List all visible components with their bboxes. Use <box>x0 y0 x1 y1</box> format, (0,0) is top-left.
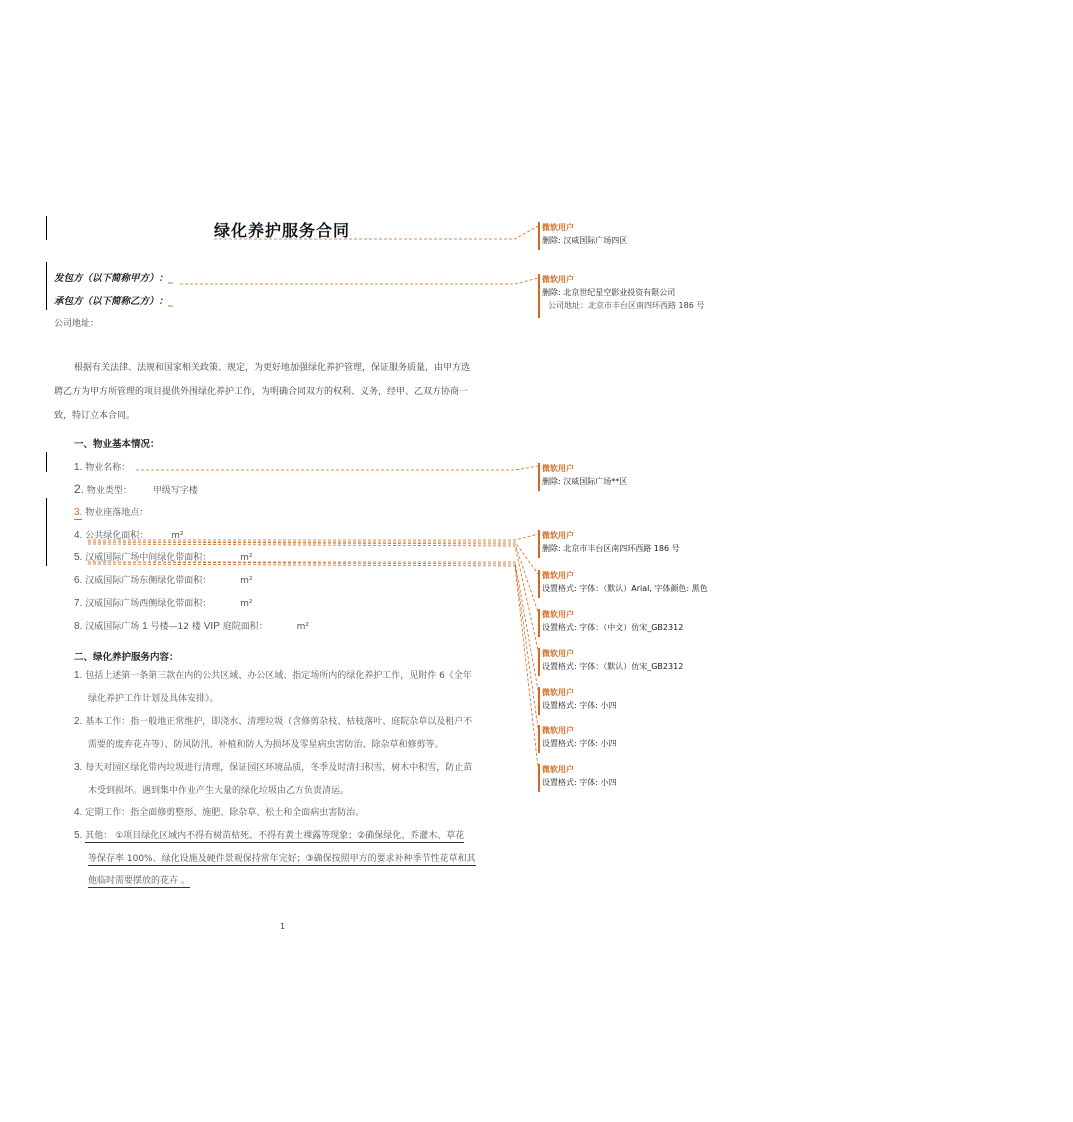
item-line: 基本工作：指一般地正常维护，即浇水、清理垃圾（含修剪杂枝、枯枝落叶、庭院杂草以及租户不 <box>85 717 473 727</box>
comment-author: 微软用户 <box>542 464 574 473</box>
item-text: 汉威国际广场东侧绿化带面积： <box>85 576 212 586</box>
comment-text: 设置格式: 字体：（默认）仿宋_GB2312 <box>542 662 684 671</box>
item-number: 3. <box>74 762 83 773</box>
preamble-line: 根据有关法律、法规和国家相关政策、规定，为更好地加强绿化养护管理，保证服务质量，由甲方选 <box>74 363 471 373</box>
comment-author: 微软用户 <box>542 275 574 284</box>
item-text: 汉威国际广场中间绿化带面积： <box>85 553 212 563</box>
comment-author: 微软用户 <box>542 765 574 774</box>
item-number: 3. <box>74 507 83 518</box>
comment-text: 设置格式: 字体: 小四 <box>542 701 617 710</box>
item-number: 7. <box>74 598 83 609</box>
item-text: 物业类型： <box>86 486 132 496</box>
comment-text: 删除: 北京世纪星空影业投资有限公司 <box>542 288 676 297</box>
comment-author: 微软用户 <box>542 726 574 735</box>
comment-balloon[interactable] <box>538 463 627 487</box>
comment-text: 删除: 汉威国际广场四区 <box>542 236 628 245</box>
service-item <box>74 757 472 802</box>
item-text: 物业名称： <box>85 463 131 473</box>
item-unit: m² <box>171 531 184 541</box>
item-text: 公共绿化面积： <box>85 531 149 541</box>
comment-balloon[interactable] <box>538 725 616 749</box>
property-item <box>74 482 198 496</box>
party-b-text: 承包方（以下简称乙方）： <box>54 296 169 307</box>
comment-balloon[interactable] <box>538 274 704 311</box>
comment-balloon[interactable] <box>538 764 616 788</box>
item-number: 8. <box>74 621 83 632</box>
party-a-label: 发包方（以下简称甲方）：_ <box>54 273 173 284</box>
comment-text: 删除: 北京市丰台区南四环西路 186 号 <box>542 544 680 553</box>
item-line: 他临时需要摆放的花卉 。 <box>88 876 190 886</box>
property-item <box>74 460 130 473</box>
comment-balloon[interactable] <box>538 222 627 246</box>
service-item <box>74 711 472 756</box>
comment-text: 设置格式: 字体：（默认）Arial, 字体颜色: 黑色 <box>542 584 708 593</box>
item-text: 号楼—12 <box>150 622 189 632</box>
party-b-label: 承包方（以下简称乙方）：_ <box>54 296 173 307</box>
comment-author: 微软用户 <box>542 649 574 658</box>
property-item <box>74 619 309 632</box>
item-line: 需要的废弃花卉等）、防风防汛、补植和防人为损坏及零星病虫害防治、除杂草和修剪等。 <box>88 739 444 750</box>
item-number: 6. <box>74 575 83 586</box>
item-number: 2. <box>74 716 83 727</box>
preamble-line: 聘乙方为甲方所管理的项目提供外围绿化养护工作，为明确合同双方的权利、义务，经甲、乙双方协商一 <box>54 387 469 397</box>
property-item <box>74 573 252 586</box>
item-number: 5. <box>74 552 83 563</box>
item-number: 1. <box>74 462 83 473</box>
document-title: 绿化养护服务合同 <box>214 221 351 240</box>
item-number: 2. <box>74 482 85 496</box>
item-line: 木受到损坏。遇到集中作业产生大量的绿化垃圾由乙方负责清运。 <box>88 785 350 796</box>
comment-text: 设置格式: 字体: 小四 <box>542 778 617 787</box>
item-line: 其他： ①项目绿化区域内不得有树苗枯死、不得有黄土裸露等现象；②确保绿化、乔灌木、草花 <box>85 831 465 841</box>
service-item <box>74 665 472 710</box>
comment-balloon[interactable] <box>538 609 683 633</box>
service-item <box>74 825 476 893</box>
item-text: 汉威国际广场西侧绿化带面积： <box>85 599 212 609</box>
comment-author: 微软用户 <box>542 688 574 697</box>
item-line: 每天对园区绿化带内垃圾进行清理，保证园区环境品质，冬季及时清扫积雪，树木中积雪，防止苗 <box>85 763 473 773</box>
section-2-heading: 二、绿化养护服务内容： <box>74 652 179 663</box>
section-1-heading: 一、物业基本情况： <box>74 439 160 450</box>
comment-author: 微软用户 <box>542 223 574 232</box>
property-item <box>74 550 252 563</box>
comment-text: 设置格式: 字体：（中文）仿宋_GB2312 <box>542 623 684 632</box>
item-line: 等保存率 100%、绿化设施及硬件景观保持常年完好；③确保按照甲方的要求补种季节性花草和其 <box>88 853 476 864</box>
item-number: 1. <box>74 670 83 681</box>
item-unit: m² <box>240 553 253 563</box>
item-text: 汉威国际广场 <box>85 622 140 632</box>
comment-author: 微软用户 <box>542 531 574 540</box>
item-text: VIP <box>203 621 220 632</box>
item-text: 庭院面积： <box>222 622 268 632</box>
item-line: 定期工作：指全面修剪整形、施肥、除杂草、松土和全面病虫害防治。 <box>85 808 365 818</box>
comment-balloon[interactable] <box>538 648 683 672</box>
item-line: 包括上述第一条第三款在内的公共区域、办公区域、指定场所内的绿化养护工作，见附件 6《全年 <box>85 671 472 681</box>
item-unit: m² <box>240 599 253 609</box>
property-item <box>74 505 148 518</box>
comment-author: 微软用户 <box>542 571 574 580</box>
comment-text: 公司地址：北京市丰台区南四环西路 186 号 <box>548 301 705 310</box>
page-number: 1 <box>280 922 286 931</box>
comment-text: 删除: 汉威国际广场**区 <box>542 477 628 486</box>
item-text: 楼 <box>191 622 201 632</box>
property-item <box>74 596 252 609</box>
item-number: 5. <box>74 830 83 841</box>
item-unit: m² <box>296 622 310 632</box>
item-number: 4. <box>74 807 83 818</box>
item-text: 1 <box>142 621 148 632</box>
comment-text: 设置格式: 字体: 小四 <box>542 739 617 748</box>
item-number: 4. <box>74 530 83 541</box>
service-item <box>74 802 364 825</box>
party-a-text: 发包方（以下简称甲方）： <box>54 273 169 284</box>
item-value: 甲级写字楼 <box>152 486 198 496</box>
property-item <box>74 528 183 541</box>
comment-author: 微软用户 <box>542 610 574 619</box>
company-address-label: 公司地址： <box>54 319 100 329</box>
comment-balloon[interactable] <box>538 530 680 554</box>
preamble-line: 致，特订立本合同。 <box>54 411 136 421</box>
item-line: 绿化养护工作计划及具体安排》。 <box>88 693 219 704</box>
comment-balloon[interactable] <box>538 570 708 594</box>
item-unit: m² <box>240 576 253 586</box>
item-text: 物业座落地点： <box>85 508 149 518</box>
comment-balloon[interactable] <box>538 687 616 711</box>
